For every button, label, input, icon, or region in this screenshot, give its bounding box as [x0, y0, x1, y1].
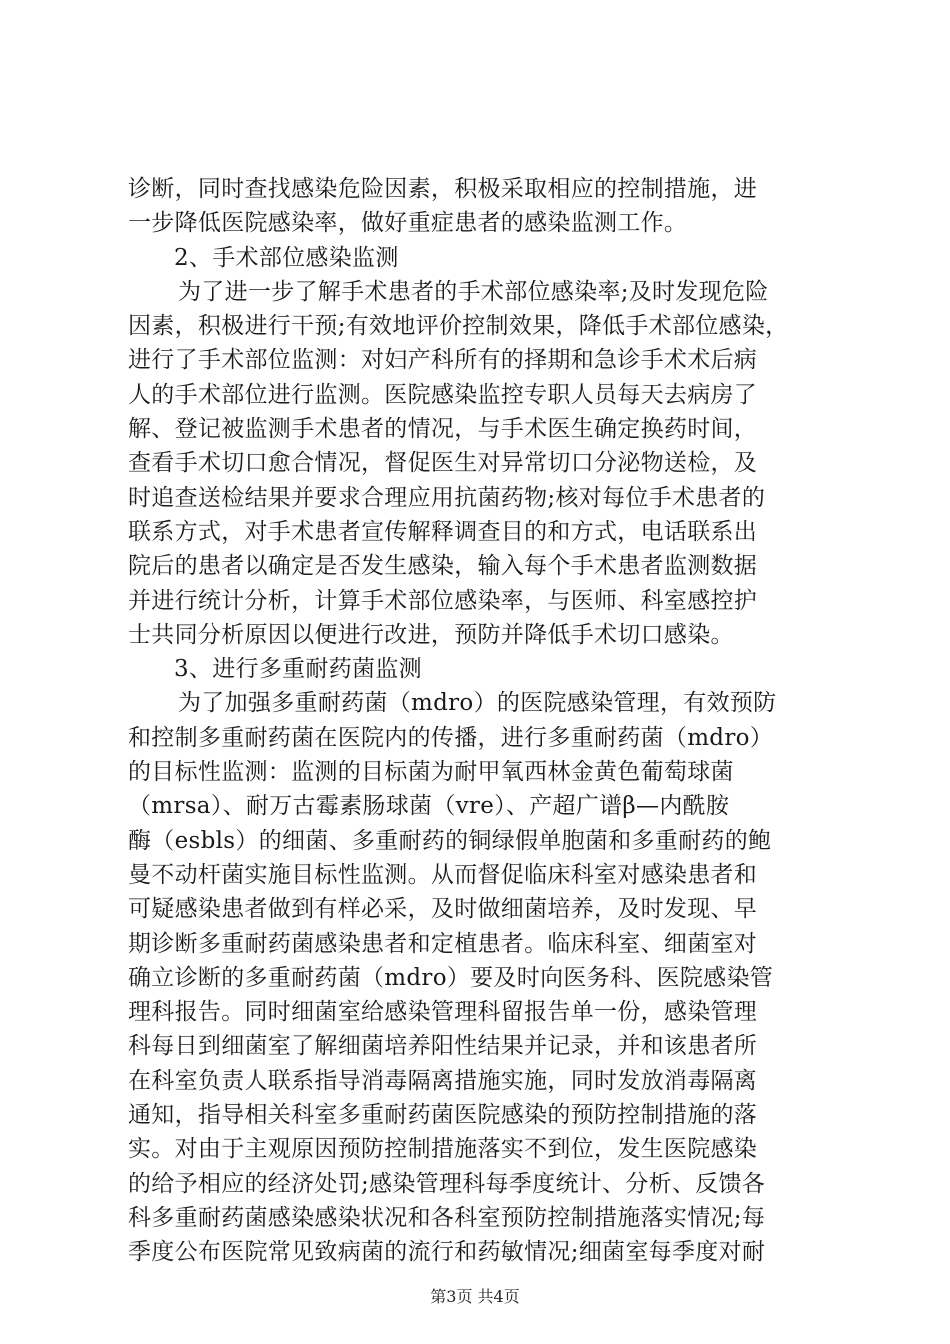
- text-line: 可疑感染患者做到有样必采，及时做细菌培养，及时发现、早: [128, 896, 758, 923]
- text-line: 解、登记被监测手术患者的情况，与手术医生确定换药时间，: [128, 416, 758, 443]
- text-line: 查看手术切口愈合情况，督促医生对异常切口分泌物送检，及: [128, 450, 758, 477]
- text-line: 并进行统计分析，计算手术部位感染率，与医师、科室感控护: [128, 587, 758, 614]
- text-line: 人的手术部位进行监测。医院感染监控专职人员每天去病房了: [128, 381, 758, 408]
- section-heading: 2、手术部位感染监测: [174, 244, 399, 271]
- text-line: 因素，积极进行干预;有效地评价控制效果，降低手术部位感染，: [128, 313, 789, 340]
- text-line: 一步降低医院感染率，做好重症患者的感染监测工作。: [128, 210, 688, 237]
- text-line: 院后的患者以确定是否发生感染，输入每个手术患者监测数据: [128, 553, 758, 580]
- text-line: 在科室负责人联系指导消毒隔离措施实施，同时发放消毒隔离: [128, 1067, 758, 1094]
- document-body: [128, 172, 850, 1270]
- text-line: 的目标性监测：监测的目标菌为耐甲氧西林金黄色葡萄球菌: [128, 759, 734, 786]
- text-line: 进行了手术部位监测：对妇产科所有的择期和急诊手术术后病: [128, 347, 758, 374]
- text-line: 科多重耐药菌感染感染状况和各科室预防控制措施落实情况;每: [128, 1204, 766, 1231]
- text-line: 实。对由于主观原因预防控制措施落实不到位，发生医院感染: [128, 1136, 758, 1163]
- text-line: 确立诊断的多重耐药菌（mdro）要及时向医务科、医院感染管: [128, 964, 774, 991]
- text-line: 曼不动杆菌实施目标性监测。从而督促临床科室对感染患者和: [128, 861, 758, 888]
- section-heading: 3、进行多重耐药菌监测: [174, 656, 422, 683]
- text-line: 士共同分析原因以便进行改进，预防并降低手术切口感染。: [128, 621, 734, 648]
- text-line: 诊断，同时查找感染危险因素，积极采取相应的控制措施，进: [128, 176, 758, 202]
- paragraph-first-line: 为了进一步了解手术患者的手术部位感染率;及时发现危险: [178, 278, 769, 305]
- text-line: 理科报告。同时细菌室给感染管理科留报告单一份，感染管理: [128, 999, 758, 1026]
- text-line: 通知，指导相关科室多重耐药菌医院感染的预防控制措施的落: [128, 1102, 758, 1129]
- text-line: 联系方式，对手术患者宣传解释调查目的和方式，电话联系出: [128, 518, 758, 545]
- text-line: 期诊断多重耐药菌感染患者和定植患者。临床科室、细菌室对: [128, 930, 758, 957]
- page-number-footer: 第3页 共4页: [430, 1287, 520, 1306]
- text-line: 时追查送检结果并要求合理应用抗菌药物;核对每位手术患者的: [128, 484, 766, 511]
- text-line: 季度公布医院常见致病菌的流行和药敏情况;细菌室每季度对耐: [128, 1239, 766, 1266]
- text-line: 的给予相应的经济处罚;感染管理科每季度统计、分析、反馈各: [128, 1170, 766, 1197]
- text-line: 科每日到细菌室了解细菌培养阳性结果并记录，并和该患者所: [128, 1033, 758, 1060]
- text-line: 酶（esbls）的细菌、多重耐药的铜绿假单胞菌和多重耐药的鲍: [128, 827, 772, 854]
- text-line: （mrsa）、耐万古霉素肠球菌（vre）、产超广谱β—内酰胺: [128, 793, 730, 820]
- paragraph-first-line: 为了加强多重耐药菌（mdro）的医院感染管理，有效预防: [178, 690, 777, 717]
- text-line: 和控制多重耐药菌在医院内的传播，进行多重耐药菌（mdro）: [128, 724, 774, 751]
